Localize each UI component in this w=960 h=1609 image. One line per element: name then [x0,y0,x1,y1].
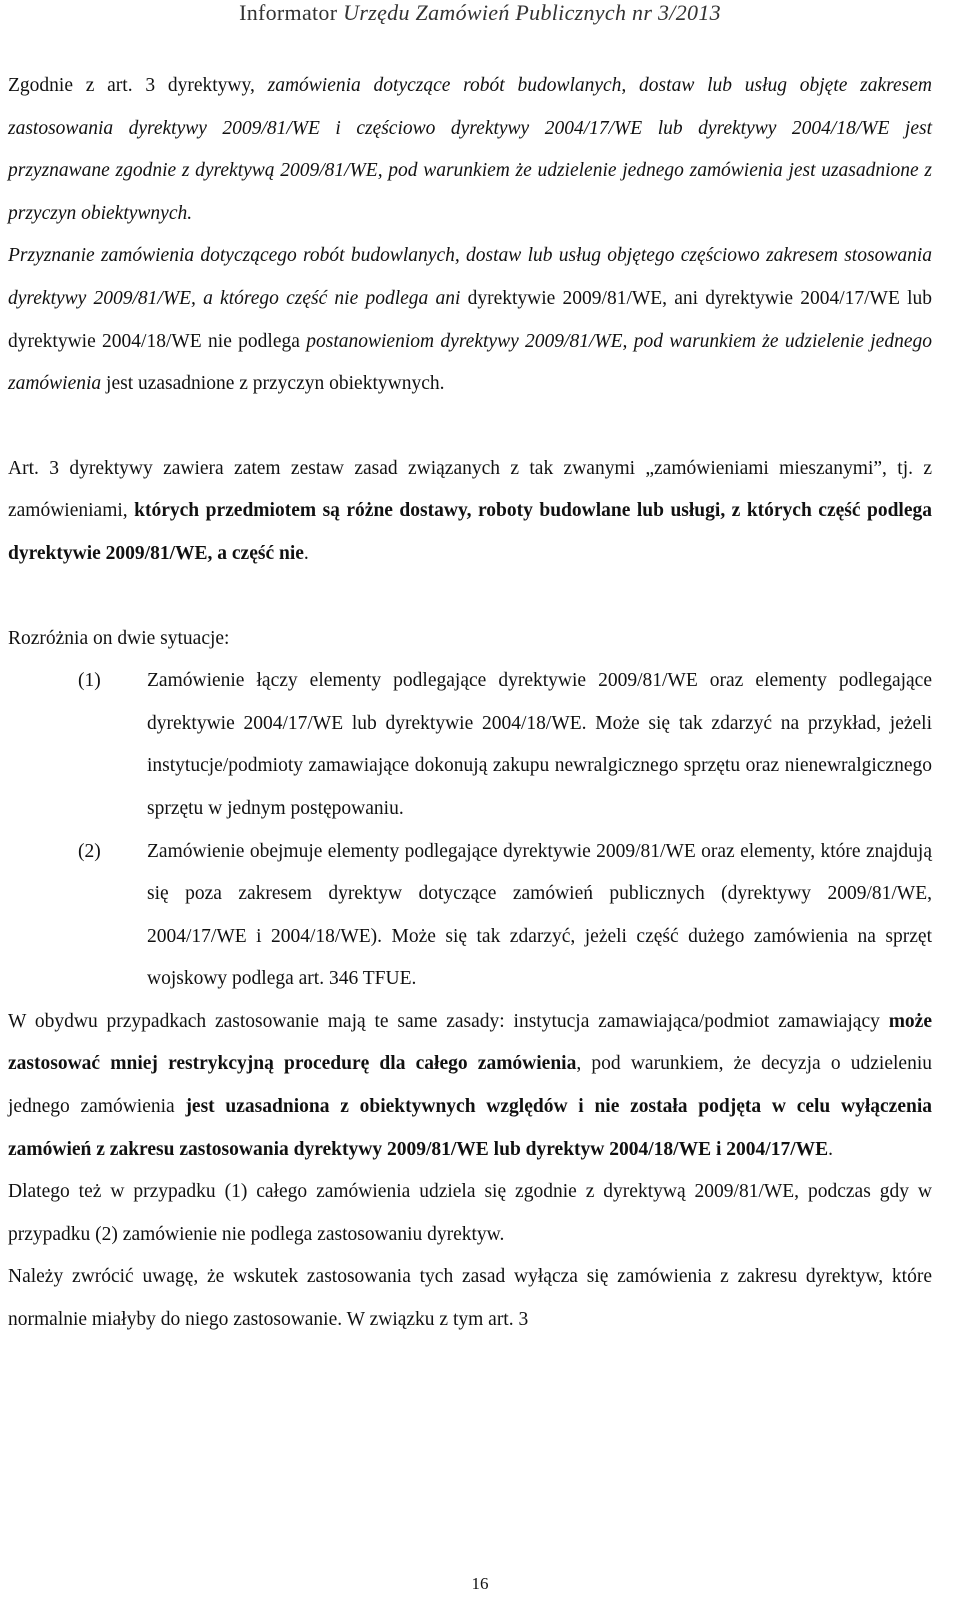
spacer [8,576,932,618]
header-title-italic: Urzędu Zamówień Publicznych nr 3/2013 [343,0,721,25]
paragraph-3-bold: których przedmiotem są różne dostawy, roboty budowlane lub usługi, z których część podlega dyrektywie 2009/81/WE, a część nie [8,500,932,564]
paragraph-5-bold-a: może zastosować mniej restrykcyjną procedurę dla całego zamówienia [8,1010,932,1075]
paragraph-1-quote: zamówienia dotyczące robót budowlanych, dostaw lub usług objęte zakresem zastosowania dyrektywy 2009/81/WE i częściowo dyrektywy 2004/17/WE lub dyrektywy 2004/18/WE jest przyznawane zgodnie z dyrektywą 2009/81/WE, pod warunkiem że udzielenie jednego zamówienia jest uzasadnione z przyczyn obiektywnych. [8,75,932,224]
list-item-2 [8,831,932,1001]
paragraph-7: Należy zwrócić uwagę, że wskutek zastosowania tych zasad wyłącza się zamówienia z zakresu dyrektyw, które normalnie miałyby do niego zastosowanie. W związku z tym art. 3 [8,1266,932,1331]
paragraph-5-a: W obydwu przypadkach zastosowanie mają te same zasady: instytucja zamawiająca/podmiot zamawiający [8,1010,889,1032]
paragraph-2-quote-a: Przyznanie zamówienia dotyczącego robót budowlanych, dostaw lub usług objętego częściowo zakresem stosowania dyrektywy 2009/81/WE, a którego część nie podlega ani [8,245,932,309]
paragraph-5 [8,1001,932,1171]
paragraph-6: Dlatego też w przypadku (1) całego zamówienia udziela się zgodnie z dyrektywą 2009/81/WE, podczas gdy w przypadku (2) zamówienie nie podlega zastosowaniu dyrektyw. [8,1181,932,1245]
list-item-2-number: (2) [78,840,101,862]
list-item-1-number: (1) [78,670,101,692]
list-item-1-text: Zamówienie łączy elementy podlegające dyrektywie 2009/81/WE oraz elementy podlegające dyrektywie 2004/17/WE lub dyrektywie 2004/18/WE. Może się tak zdarzyć na przykład, jeżeli instytucje/podmioty zamawiające dokonują zakupu newralgicznego sprzętu oraz nienewralgicznego sprzętu w jednym postępowaniu. [147,670,932,819]
paragraph-2 [8,235,932,405]
paragraph-1-intro: Zgodnie z art. 3 dyrektywy, [8,75,268,96]
paragraph-1 [8,65,932,235]
document-body [8,65,932,1342]
paragraph-3-plain: Art. 3 dyrektywy zawiera zatem zestaw zasad związanych z tak zwanymi „zamówieniami mieszanymi”, tj. z zamówieniami, [8,457,932,522]
paragraph-5-end: . [828,1138,833,1160]
paragraph-2-plain-a: dyrektywie 2009/81/WE, ani dyrektywie 2004/17/WE lub dyrektywie 2004/18/WE nie podlega [8,287,932,352]
page-header [0,0,960,26]
list-item-2-text: Zamówienie obejmuje elementy podlegające dyrektywie 2009/81/WE oraz elementy, które znajdują się poza zakresem dyrektyw dotyczące zamówień publicznych (dyrektywy 2009/81/WE, 2004/17/WE i 2004/18/WE). Może się tak zdarzyć, jeżeli część dużego zamówienia na sprzęt wojskowy podlega art. 346 TFUE. [147,840,932,990]
list-item-1 [8,660,932,830]
paragraph-2-plain-b: jest uzasadnione z przyczyn obiektywnych. [106,373,445,395]
paragraph-4: Rozróżnia on dwie sytuacje: [8,627,230,649]
paragraph-5-bold-b: jest uzasadniona z obiektywnych względów i nie została podjęta w celu wyłączenia zamówień z zakresu zastosowania dyrektywy 2009/81/WE lub dyrektyw 2004/18/WE i 2004/17/WE [8,1096,932,1160]
paragraph-3 [8,448,932,576]
paragraph-2-quote-b: postanowieniom dyrektywy 2009/81/WE, pod warunkiem że udzielenie jednego zamówienia [8,330,932,395]
paragraph-5-c: , pod warunkiem, że decyzja o udzieleniu jednego zamówienia [8,1053,932,1118]
spacer [8,406,932,448]
page-number: 16 [471,1574,489,1593]
paragraph-3-end: . [303,542,309,564]
header-title-plain: Informator [239,0,344,25]
